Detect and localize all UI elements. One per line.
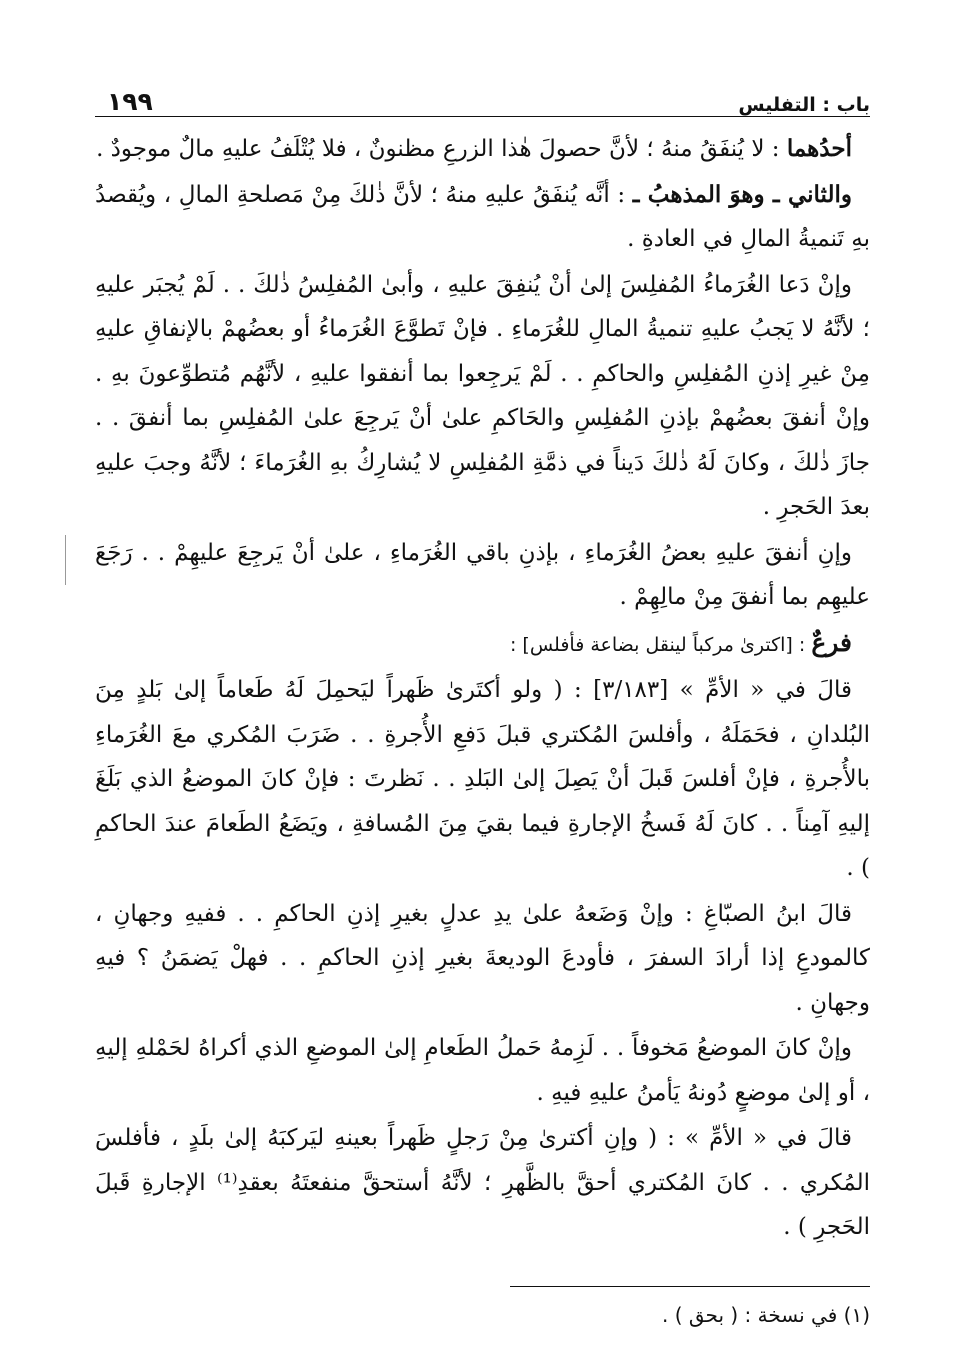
- paragraph-text: وإنْ دَعا الغُرَماءُ المُفلِسَ إلىٰ أنْ يُنفِقَ عليهِ ، وأبىٰ المُفلِسُ ذٰلكَ . . لَمْ يُجبَر عليهِ ؛ لأنَّهُ لا يَجبُ عليهِ تنميةُ المالِ للغُرَماءِ . فإنْ تَطوَّعَ الغُرَماءُ أو بعضُهمْ بالإنفاقِ عليهِ مِنْ غيرِ إذنِ المُفلِسِ والحاكمِ . . لَمْ يَرجِعوا بما أنفقوا عليهِ ، لأنَّهُم مُتطوِّعونَ بهِ . وإنْ أنفقَ بعضُهمْ بإذنِ المُفلِسِ والحَاكمِ علىٰ أنْ يَرجِعَ علىٰ المُفلِسِ بما أنفقَ . . جازَ ذٰلكَ ، وكانَ لَهُ ذٰلكَ دَيناً في ذمَّةِ المُفلِسِ لا يُشارِكُ بهِ الغُرَماءَ ؛ لأنَّهُ وجبَ عليهِ بعدَ الحَجرِ .: [95, 271, 870, 520]
- page-number: ١٩٩: [107, 87, 153, 116]
- paragraph-lead: أحدُهما: [786, 135, 852, 162]
- paragraph-text: قالَ في « الأمِّ » : ( وإنِ أكترىٰ مِنْ رَجلٍ ظَهراً بعينهِ ليَركبَهُ إلىٰ بلَدٍ ، فأفلسَ المُكري . . كانَ المُكتري أحقَّ بالظَّهرِ ؛ لأنَّهُ أستحقَّ منفعتَهُ بعقدِ⁽¹⁾ الإجارةِ قَبلَ الحَجرِ ) .: [95, 1125, 870, 1240]
- paragraph-lead: والثاني ـ وهوَ المذهبُ ـ: [632, 180, 852, 208]
- paragraph-text: وإنْ كانَ الموضعُ مَخوفاً . . لَزِمهُ حَملُ الطَعامِ إلىٰ الموضعِ الذي أكراهُ لحَمْلهِ إليهِ ، أو إلىٰ موضعٍ دُونهُ يَأمنُ عليهِ فيهِ .: [95, 1035, 870, 1106]
- branch-heading: : [اكترىٰ مركباً لينقل بضاعة فأفلس] :: [509, 633, 812, 656]
- paragraph-text: قالَ ابنُ الصبّاغِ : وإنْ وَضَعهُ علىٰ يدِ عدلٍ بغيرِ إذنِ الحاكمِ . . ففيهِ وجهانِ ، كالمودعِ إذا أرادَ السفرَ ، فأودعَ الوديعةَ بغيرِ إذنِ الحاكمِ . . فهلْ يَضمَنُ ؟ فيهِ وجهانِ .: [95, 900, 870, 1016]
- margin-mark: [65, 535, 66, 585]
- footnote-divider: [510, 1286, 870, 1287]
- paragraph: [95, 668, 870, 891]
- paragraph: [95, 1026, 870, 1115]
- paragraph: [95, 531, 870, 620]
- page-header: [95, 78, 870, 117]
- paragraph-text: : أنَّه يُنفَقُ عليهِ منهُ ؛ لأنَّ ذٰلكَ مِنْ مَصلحةِ المالِ ، ويُقصدُ بهِ تَنميةُ المالِ في العادةِ .: [95, 181, 870, 252]
- chapter-title: باب : التفليس: [738, 94, 870, 116]
- page: [95, 78, 870, 1327]
- paragraph-text: : لا يُنفَقُ منهُ ؛ لأنَّ حصولَ هٰذا الزرعِ مظنونٌ ، فلا يُتْلَفُ عليهِ مالٌ موجودٌ .: [96, 136, 787, 162]
- paragraph: [95, 173, 870, 262]
- paragraph: [95, 127, 870, 172]
- paragraph: [95, 892, 870, 1026]
- paragraph: [95, 1116, 870, 1250]
- section-heading: [95, 621, 870, 668]
- footnote: (١) في نسخة : ( بحق ) .: [662, 1302, 870, 1327]
- paragraph-text: وإنِ أنفقَ عليهِ بعضُ الغُرَماءِ ، بإذنِ باقي الغُرَماءِ ، علىٰ أنْ يَرجِعَ عليهِمْ . . رَجَعَ عليهِم بما أنفقَ مِنْ مالِهِمْ .: [95, 539, 870, 610]
- paragraph: [95, 263, 870, 530]
- paragraph-text: قالَ في « الأمِّ » [٣/١٨٣] : ( ولو أكتَرىٰ ظَهراً ليَحمِلَ لَهُ طَعاماً إلىٰ بَلدٍ مِنَ البُلدانِ ، فحَمَلَهُ ، وأفلسَ المُكتري قبلَ دَفعِ الأُجرةِ . . ضَرَبَ المُكري معَ الغُرَماءِ بالأُجرةِ ، فإنْ أفلسَ قَبلَ أنْ يَصِلَ إلىٰ البَلدِ . . نَظرتَ : فإنْ كانَ الموضعُ الذي بَلَغَ إليهِ آمِناً . . كانَ لَهُ فَسخُ الإجارةِ فيما بقيَ مِنَ المُسافةِ ، ويَضَعُ الطَعامَ عندَ الحاكمِ ) .: [95, 677, 870, 881]
- page-body: [95, 127, 870, 1250]
- branch-word: فرعٌ: [811, 627, 852, 657]
